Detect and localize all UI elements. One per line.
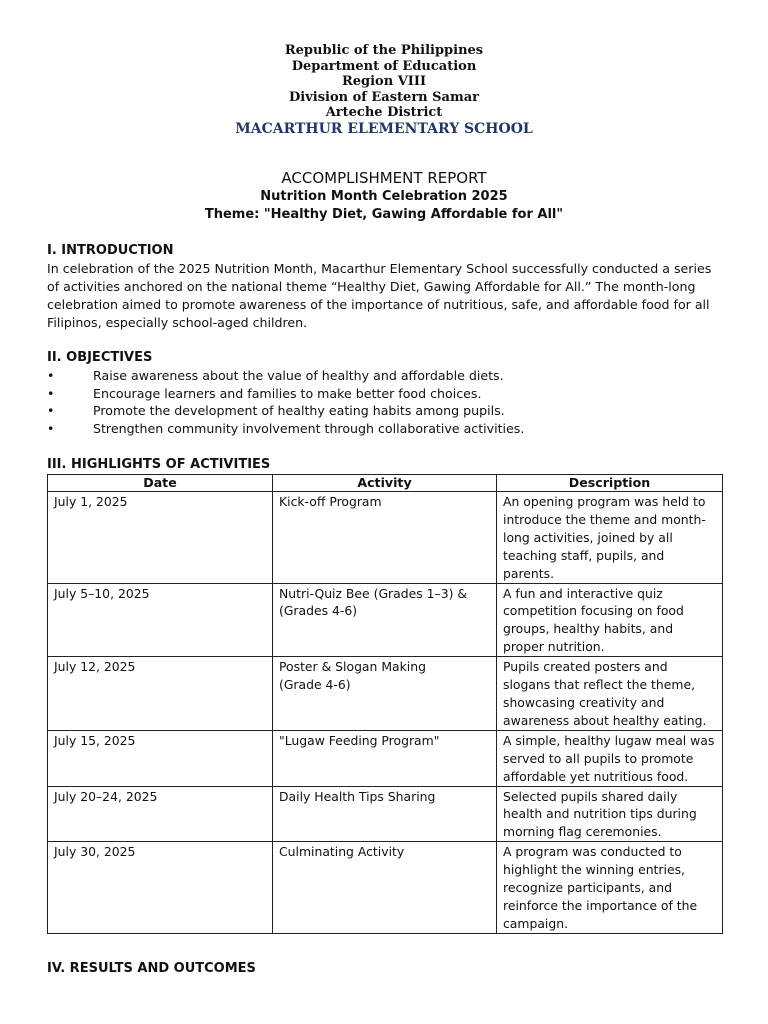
objectives-list — [47, 367, 524, 438]
table-row — [48, 492, 723, 584]
bullet-icon: • — [47, 403, 55, 419]
report-titles — [0, 168, 768, 224]
objective-item — [47, 367, 524, 385]
cell-date: July 30, 2025 — [48, 842, 273, 934]
objective-item — [47, 420, 524, 438]
letterhead-department: Department of Education — [291, 58, 477, 74]
objective-text: Strengthen community involvement through collaborative activities. — [93, 421, 525, 437]
table-row — [48, 842, 723, 934]
bullet-icon: • — [47, 368, 55, 383]
bullet-icon: • — [47, 385, 55, 401]
activities-table — [47, 474, 723, 934]
table-row — [48, 730, 723, 786]
column-header-activity: Activity — [273, 475, 497, 492]
letterhead — [0, 43, 768, 138]
report-title: ACCOMPLISHMENT REPORT — [281, 169, 487, 187]
introduction-heading: I. INTRODUCTION — [47, 243, 174, 258]
objective-text: Promote the development of healthy eating habits among pupils. — [93, 403, 505, 419]
results-heading: IV. RESULTS AND OUTCOMES — [47, 961, 256, 976]
objective-text: Raise awareness about the value of healthy and affordable diets. — [93, 368, 504, 383]
cell-description: A simple, healthy lugaw meal was served to all pupils to promote affordable yet nutritious food. — [497, 730, 723, 786]
cell-description: A fun and interactive quiz competition focusing on food groups, healthy habits, and proper nutrition. — [497, 583, 723, 657]
letterhead-division: Division of Eastern Samar — [289, 89, 479, 105]
bullet-icon: • — [47, 421, 55, 437]
cell-date: July 12, 2025 — [48, 657, 273, 731]
cell-date: July 15, 2025 — [48, 730, 273, 786]
objective-item — [47, 385, 524, 403]
table-header-row — [48, 475, 723, 492]
table-row — [48, 657, 723, 731]
letterhead-region: Region VIII — [341, 74, 427, 90]
report-theme: Theme: "Healthy Diet, Gawing Affordable for All" — [204, 207, 564, 222]
table-row — [48, 583, 723, 657]
school-name: MACARTHUR ELEMENTARY SCHOOL — [235, 120, 533, 137]
letterhead-republic: Republic of the Philippines — [284, 43, 484, 58]
cell-description: A program was conducted to highlight the winning entries, recognize participants, and reinforce the importance of the campaign. — [497, 842, 723, 934]
objective-text: Encourage learners and families to make better food choices. — [93, 385, 482, 401]
cell-activity: Daily Health Tips Sharing — [273, 786, 497, 842]
activities-table-body — [48, 492, 723, 934]
cell-activity: Poster & Slogan Making (Grade 4-6) — [273, 657, 497, 731]
objective-item — [47, 402, 524, 420]
cell-activity: Nutri-Quiz Bee (Grades 1–3) & (Grades 4-6) — [273, 583, 497, 657]
cell-date: July 1, 2025 — [48, 492, 273, 584]
cell-date: July 5–10, 2025 — [48, 583, 273, 657]
cell-description: Pupils created posters and slogans that reflect the theme, showcasing creativity and awareness about healthy eating. — [497, 657, 723, 731]
cell-activity: Culminating Activity — [273, 842, 497, 934]
column-header-date: Date — [48, 475, 273, 492]
objectives-heading: II. OBJECTIVES — [47, 350, 153, 365]
cell-description: Selected pupils shared daily health and nutrition tips during morning flag ceremonies. — [497, 786, 723, 842]
cell-date: July 20–24, 2025 — [48, 786, 273, 842]
letterhead-district: Arteche District — [325, 105, 443, 121]
report-subtitle: Nutrition Month Celebration 2025 — [260, 189, 508, 204]
introduction-text: In celebration of the 2025 Nutrition Month, Macarthur Elementary School successfully conducted a series of activities anchored on the national theme “Healthy Diet, Gawing Affordable for All.” The month-long celebration aimed to promote awareness of the importance of nutritious, safe, and affordable food for all Filipinos, especially school-aged children. — [47, 261, 712, 330]
cell-description: An opening program was held to introduce the theme and month-long activities, joined by all teaching staff, pupils, and parents. — [497, 492, 723, 584]
cell-activity: "Lugaw Feeding Program" — [273, 730, 497, 786]
column-header-description: Description — [497, 475, 723, 492]
table-row — [48, 786, 723, 842]
highlights-heading: III. HIGHLIGHTS OF ACTIVITIES — [47, 457, 271, 472]
cell-activity: Kick-off Program — [273, 492, 497, 584]
